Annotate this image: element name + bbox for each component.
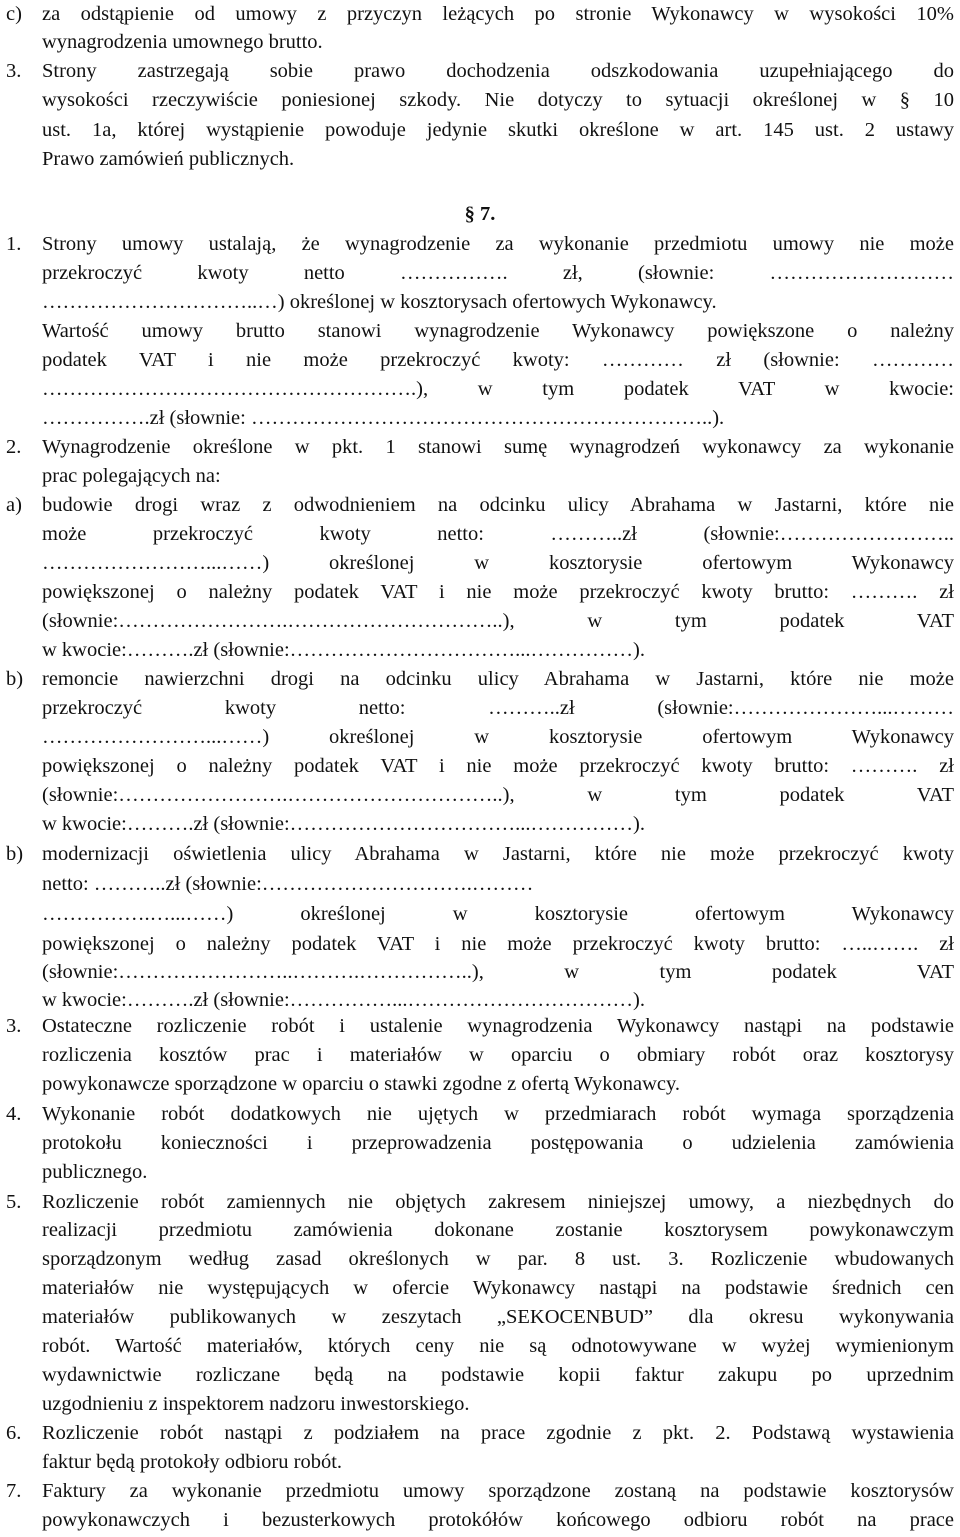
line-text: …………………………..…) określonej w kosztorysach ofertowych Wykonawcy. bbox=[42, 291, 717, 313]
line-text: Wynagrodzenie określone w pkt. 1 stanowi sumę wynagrodzeń wykonawcy za wykonanie bbox=[42, 436, 954, 458]
line-text: (słownie:…………………….…………………………..), w tym podatek VAT bbox=[42, 784, 954, 806]
line-text: prac polegających na: bbox=[42, 465, 221, 487]
text-line bbox=[0, 145, 960, 174]
item-label: 3. bbox=[6, 1015, 22, 1037]
text-line bbox=[0, 752, 960, 781]
text-line bbox=[0, 607, 960, 636]
text-line bbox=[0, 986, 960, 1015]
item-label: b) bbox=[6, 843, 24, 865]
line-text: Strony zastrzegają sobie prawo dochodzenia odszkodowania uzupełniającego do bbox=[42, 60, 954, 82]
line-text: ……………………………………………….), w tym podatek VAT w kwocie: bbox=[42, 378, 954, 400]
text-line bbox=[0, 840, 960, 869]
text-line bbox=[0, 1158, 960, 1187]
text-line bbox=[0, 317, 960, 346]
line-text: Faktury za wykonanie przedmiotu umowy sporządzone zostaną na podstawie kosztorysów bbox=[42, 1480, 954, 1502]
line-text: faktur będą protokoły odbioru robót. bbox=[42, 1451, 343, 1473]
item-label: 7. bbox=[6, 1480, 22, 1502]
item-label: 2. bbox=[6, 436, 22, 458]
line-text: Wykonanie robót dodatkowych nie ujętych w przedmiarach robót wymaga sporządzenia bbox=[42, 1103, 954, 1125]
line-text: ust. 1a, której wystąpienie powoduje jedynie skutki określone w art. 145 ust. 2 ustawy bbox=[42, 119, 954, 141]
text-line bbox=[0, 1477, 960, 1506]
line-text: sporządzonym według zasad określonych w par. 8 ust. 3. Rozliczenie wbudowanych bbox=[42, 1248, 954, 1270]
line-text: ……………………...……) określonej w kosztorysie ofertowym Wykonawcy bbox=[42, 726, 954, 748]
item-label: b) bbox=[6, 668, 24, 690]
line-text: materiałów publikowanych w zeszytach „SEKOCENBUD” dla okresu wykonywania bbox=[42, 1306, 954, 1328]
line-text: powiększonej o należny podatek VAT i nie może przekroczyć kwoty brutto: ………. zł bbox=[42, 581, 954, 603]
text-line bbox=[0, 1361, 960, 1390]
text-line bbox=[0, 288, 960, 317]
text-line bbox=[0, 491, 960, 520]
line-text: uzgodnieniu z inspektorem nadzoru inwestorskiego. bbox=[42, 1393, 470, 1415]
text-line bbox=[0, 1129, 960, 1158]
line-text: (słownie:……………………..……….……………..), w tym podatek VAT bbox=[42, 961, 954, 983]
line-text: ……………………...……) określonej w kosztorysie ofertowym Wykonawcy bbox=[42, 552, 954, 574]
text-line bbox=[0, 930, 960, 959]
line-text: może przekroczyć kwoty netto: ………..zł (słownie:…………………….. bbox=[42, 523, 954, 545]
text-line bbox=[0, 1041, 960, 1070]
text-line bbox=[0, 1070, 960, 1099]
text-line bbox=[0, 578, 960, 607]
line-text: remoncie nawierzchni drogi na odcinku ulicy Abrahama w Jastarni, które nie może bbox=[42, 668, 954, 690]
line-text: Rozliczenie robót nastąpi z podziałem na prace zgodnie z pkt. 2. Podstawą wystawienia bbox=[42, 1422, 954, 1444]
line-text: realizacji przedmiotu zamówienia dokonane zostanie kosztorysem powykonawczym bbox=[42, 1219, 954, 1241]
item-label: 3. bbox=[6, 60, 22, 82]
line-text: podatek VAT i nie może przekroczyć kwoty: ………… zł (słownie: ………… bbox=[42, 349, 954, 371]
text-line bbox=[0, 86, 960, 115]
line-text: Strony umowy ustalają, że wynagrodzenie za wykonanie przedmiotu umowy nie może bbox=[42, 233, 954, 255]
text-line bbox=[0, 462, 960, 491]
line-text: wynagrodzenia umownego brutto. bbox=[42, 31, 323, 53]
text-line bbox=[0, 1419, 960, 1448]
text-line bbox=[0, 28, 960, 57]
text-line bbox=[0, 1274, 960, 1303]
line-text: Ostateczne rozliczenie robót i ustalenie wynagrodzenia Wykonawcy nastąpi na podstawie bbox=[42, 1015, 954, 1037]
line-text: powykonawczych i bezusterkowych protokółów końcowego odbioru robót na prace bbox=[42, 1509, 954, 1531]
line-text: protokołu konieczności i przeprowadzenia postępowania o udzielenia zamówienia bbox=[42, 1132, 954, 1154]
text-line bbox=[0, 870, 960, 899]
text-line bbox=[0, 810, 960, 839]
text-line bbox=[0, 549, 960, 578]
item-label: 5. bbox=[6, 1191, 22, 1213]
text-line bbox=[0, 520, 960, 549]
text-line bbox=[0, 116, 960, 145]
line-text: w kwocie:……….zł (słownie:……………...……………………………). bbox=[42, 989, 645, 1011]
line-text: rozliczenia kosztów prac i materiałów w oparciu o obmiary robót oraz kosztorysy bbox=[42, 1044, 954, 1066]
item-label: a) bbox=[6, 494, 22, 516]
text-line bbox=[0, 1216, 960, 1245]
line-text: za odstąpienie od umowy z przyczyn leżących po stronie Wykonawcy w wysokości 10% bbox=[42, 3, 954, 25]
text-line bbox=[0, 665, 960, 694]
text-line bbox=[0, 781, 960, 810]
text-line bbox=[0, 694, 960, 723]
item-label: c) bbox=[6, 3, 22, 25]
text-line bbox=[0, 259, 960, 288]
section-title: § 7. bbox=[464, 203, 496, 225]
line-text: netto: ………..zł (słownie:………………………….……… bbox=[42, 873, 534, 895]
text-line bbox=[0, 1245, 960, 1274]
line-text: Wartość umowy brutto stanowi wynagrodzenie Wykonawcy powiększone o należny bbox=[42, 320, 954, 342]
text-line bbox=[0, 1332, 960, 1361]
line-text: powiększonej o należny podatek VAT i nie może przekroczyć kwoty brutto: ………. zł bbox=[42, 755, 954, 777]
text-line bbox=[0, 900, 960, 929]
line-text: wysokości rzeczywiście poniesionej szkody. Nie dotyczy to sytuacji określonej w § 10 bbox=[42, 89, 954, 111]
text-line bbox=[0, 375, 960, 404]
text-line bbox=[0, 0, 960, 29]
text-line bbox=[0, 1390, 960, 1419]
line-text: powiększonej o należny podatek VAT i nie może przekroczyć kwoty brutto: …..……. zł bbox=[42, 933, 954, 955]
line-text: powykonawcze sporządzone w oparciu o stawki zgodne z ofertą Wykonawcy. bbox=[42, 1073, 681, 1095]
text-line bbox=[0, 404, 960, 433]
text-line bbox=[0, 1012, 960, 1041]
item-label: 4. bbox=[6, 1103, 22, 1125]
text-line bbox=[0, 1448, 960, 1477]
item-label: 6. bbox=[6, 1422, 22, 1444]
line-text: …………….zł (słownie: …………………………………………………………..). bbox=[42, 407, 725, 429]
text-line bbox=[0, 1303, 960, 1332]
text-line bbox=[0, 230, 960, 259]
text-line bbox=[0, 1506, 960, 1535]
line-text: …………….…...……) określonej w kosztorysie ofertowym Wykonawcy bbox=[42, 903, 954, 925]
line-text: modernizacji oświetlenia ulicy Abrahama w Jastarni, które nie może przekroczyć kwoty bbox=[42, 843, 954, 865]
line-text: Prawo zamówień publicznych. bbox=[42, 148, 295, 170]
text-line bbox=[0, 346, 960, 375]
line-text: budowie drogi wraz z odwodnieniem na odcinku ulicy Abrahama w Jastarni, które nie bbox=[42, 494, 954, 516]
text-line bbox=[0, 433, 960, 462]
text-line bbox=[0, 1188, 960, 1217]
text-line bbox=[0, 1100, 960, 1129]
text-line bbox=[0, 958, 960, 987]
line-text: w kwocie:……….zł (słownie:……………………………...……………). bbox=[42, 813, 645, 835]
line-text: robót. Wartość materiałów, których ceny nie są odnotowywane w wyżej wymienionym bbox=[42, 1335, 954, 1357]
line-text: Rozliczenie robót zamiennych nie objętych zakresem niniejszej umowy, a niezbędnych do bbox=[42, 1191, 954, 1213]
line-text: publicznego. bbox=[42, 1161, 148, 1183]
text-line bbox=[0, 57, 960, 86]
line-text: wydawnictwie rozliczane będą na podstawie kopii faktur zakupu po uprzednim bbox=[42, 1364, 954, 1386]
line-text: przekroczyć kwoty netto: ………..zł (słownie:…………………...……… bbox=[42, 697, 954, 719]
line-text: materiałów nie występujących w ofercie Wykonawcy nastąpi na podstawie średnich cen bbox=[42, 1277, 954, 1299]
line-text: przekroczyć kwoty netto ……………. zł, (słownie: ……………………… bbox=[42, 262, 954, 284]
text-line bbox=[0, 723, 960, 752]
text-line bbox=[0, 636, 960, 665]
line-text: w kwocie:……….zł (słownie:……………………………...……………). bbox=[42, 639, 645, 661]
line-text: (słownie:…………………….…………………………..), w tym podatek VAT bbox=[42, 610, 954, 632]
item-label: 1. bbox=[6, 233, 22, 255]
